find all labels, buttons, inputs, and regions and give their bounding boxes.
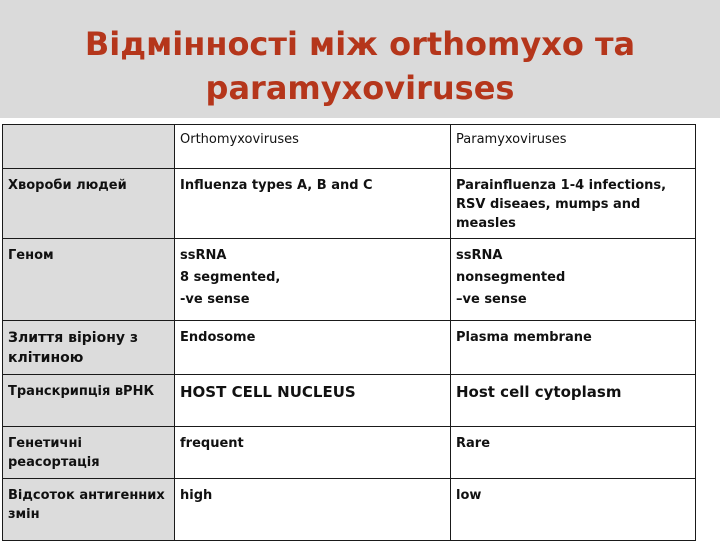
header-orthomyxoviruses: Orthomyxoviruses bbox=[175, 125, 451, 169]
ortho-genome-line-1: ssRNA bbox=[180, 248, 227, 263]
para-genome-line-1: ssRNA bbox=[456, 248, 503, 263]
row-label-virion-fusion: Злиття віріону з клітиною bbox=[3, 321, 175, 375]
ortho-genome-line-3: -ve sense bbox=[180, 292, 250, 307]
table-row-reassortment bbox=[3, 427, 696, 479]
row-label-reassortment: Генетичні реасортація bbox=[3, 427, 175, 479]
row-label-antigenic-change: Відсоток антигенних змін bbox=[3, 479, 175, 541]
table-row-human-diseases bbox=[3, 169, 696, 239]
ortho-genome-line-2: 8 segmented, bbox=[180, 270, 281, 285]
table-header-row bbox=[3, 125, 696, 169]
cell-para-transcription: Host cell cytoplasm bbox=[451, 375, 696, 427]
cell-para-human-diseases: Parainfluenza 1-4 infections, RSV diseaes, mumps and measles bbox=[451, 169, 696, 239]
cell-ortho-transcription: HOST CELL NUCLEUS bbox=[175, 375, 451, 427]
cell-ortho-reassortment: frequent bbox=[175, 427, 451, 479]
cell-para-reassortment: Rare bbox=[451, 427, 696, 479]
cell-ortho-antigenic-change: high bbox=[175, 479, 451, 541]
cell-para-antigenic-change: low bbox=[451, 479, 696, 541]
cell-ortho-virion-fusion: Endosome bbox=[175, 321, 451, 375]
row-label-human-diseases: Хвороби людей bbox=[3, 169, 175, 239]
row-label-genome: Геном bbox=[3, 239, 175, 321]
table-row-virion-fusion bbox=[3, 321, 696, 375]
table-row-genome bbox=[3, 239, 696, 321]
table-row-transcription bbox=[3, 375, 696, 427]
table-row-antigenic-change bbox=[3, 479, 696, 541]
header-corner-cell bbox=[3, 125, 175, 169]
header-paramyxoviruses: Paramyxoviruses bbox=[451, 125, 696, 169]
row-label-transcription: Транскрипція вРНК bbox=[3, 375, 175, 427]
comparison-table bbox=[2, 124, 696, 541]
cell-ortho-human-diseases: Influenza types A, B and C bbox=[175, 169, 451, 239]
cell-ortho-genome bbox=[175, 239, 451, 321]
slide-title: Відмінності між orthomyxo та paramyxoviruses bbox=[84, 25, 636, 107]
para-genome-line-3: –ve sense bbox=[456, 292, 527, 307]
para-genome-line-2: nonsegmented bbox=[456, 270, 566, 285]
cell-para-genome bbox=[451, 239, 696, 321]
cell-para-virion-fusion: Plasma membrane bbox=[451, 321, 696, 375]
